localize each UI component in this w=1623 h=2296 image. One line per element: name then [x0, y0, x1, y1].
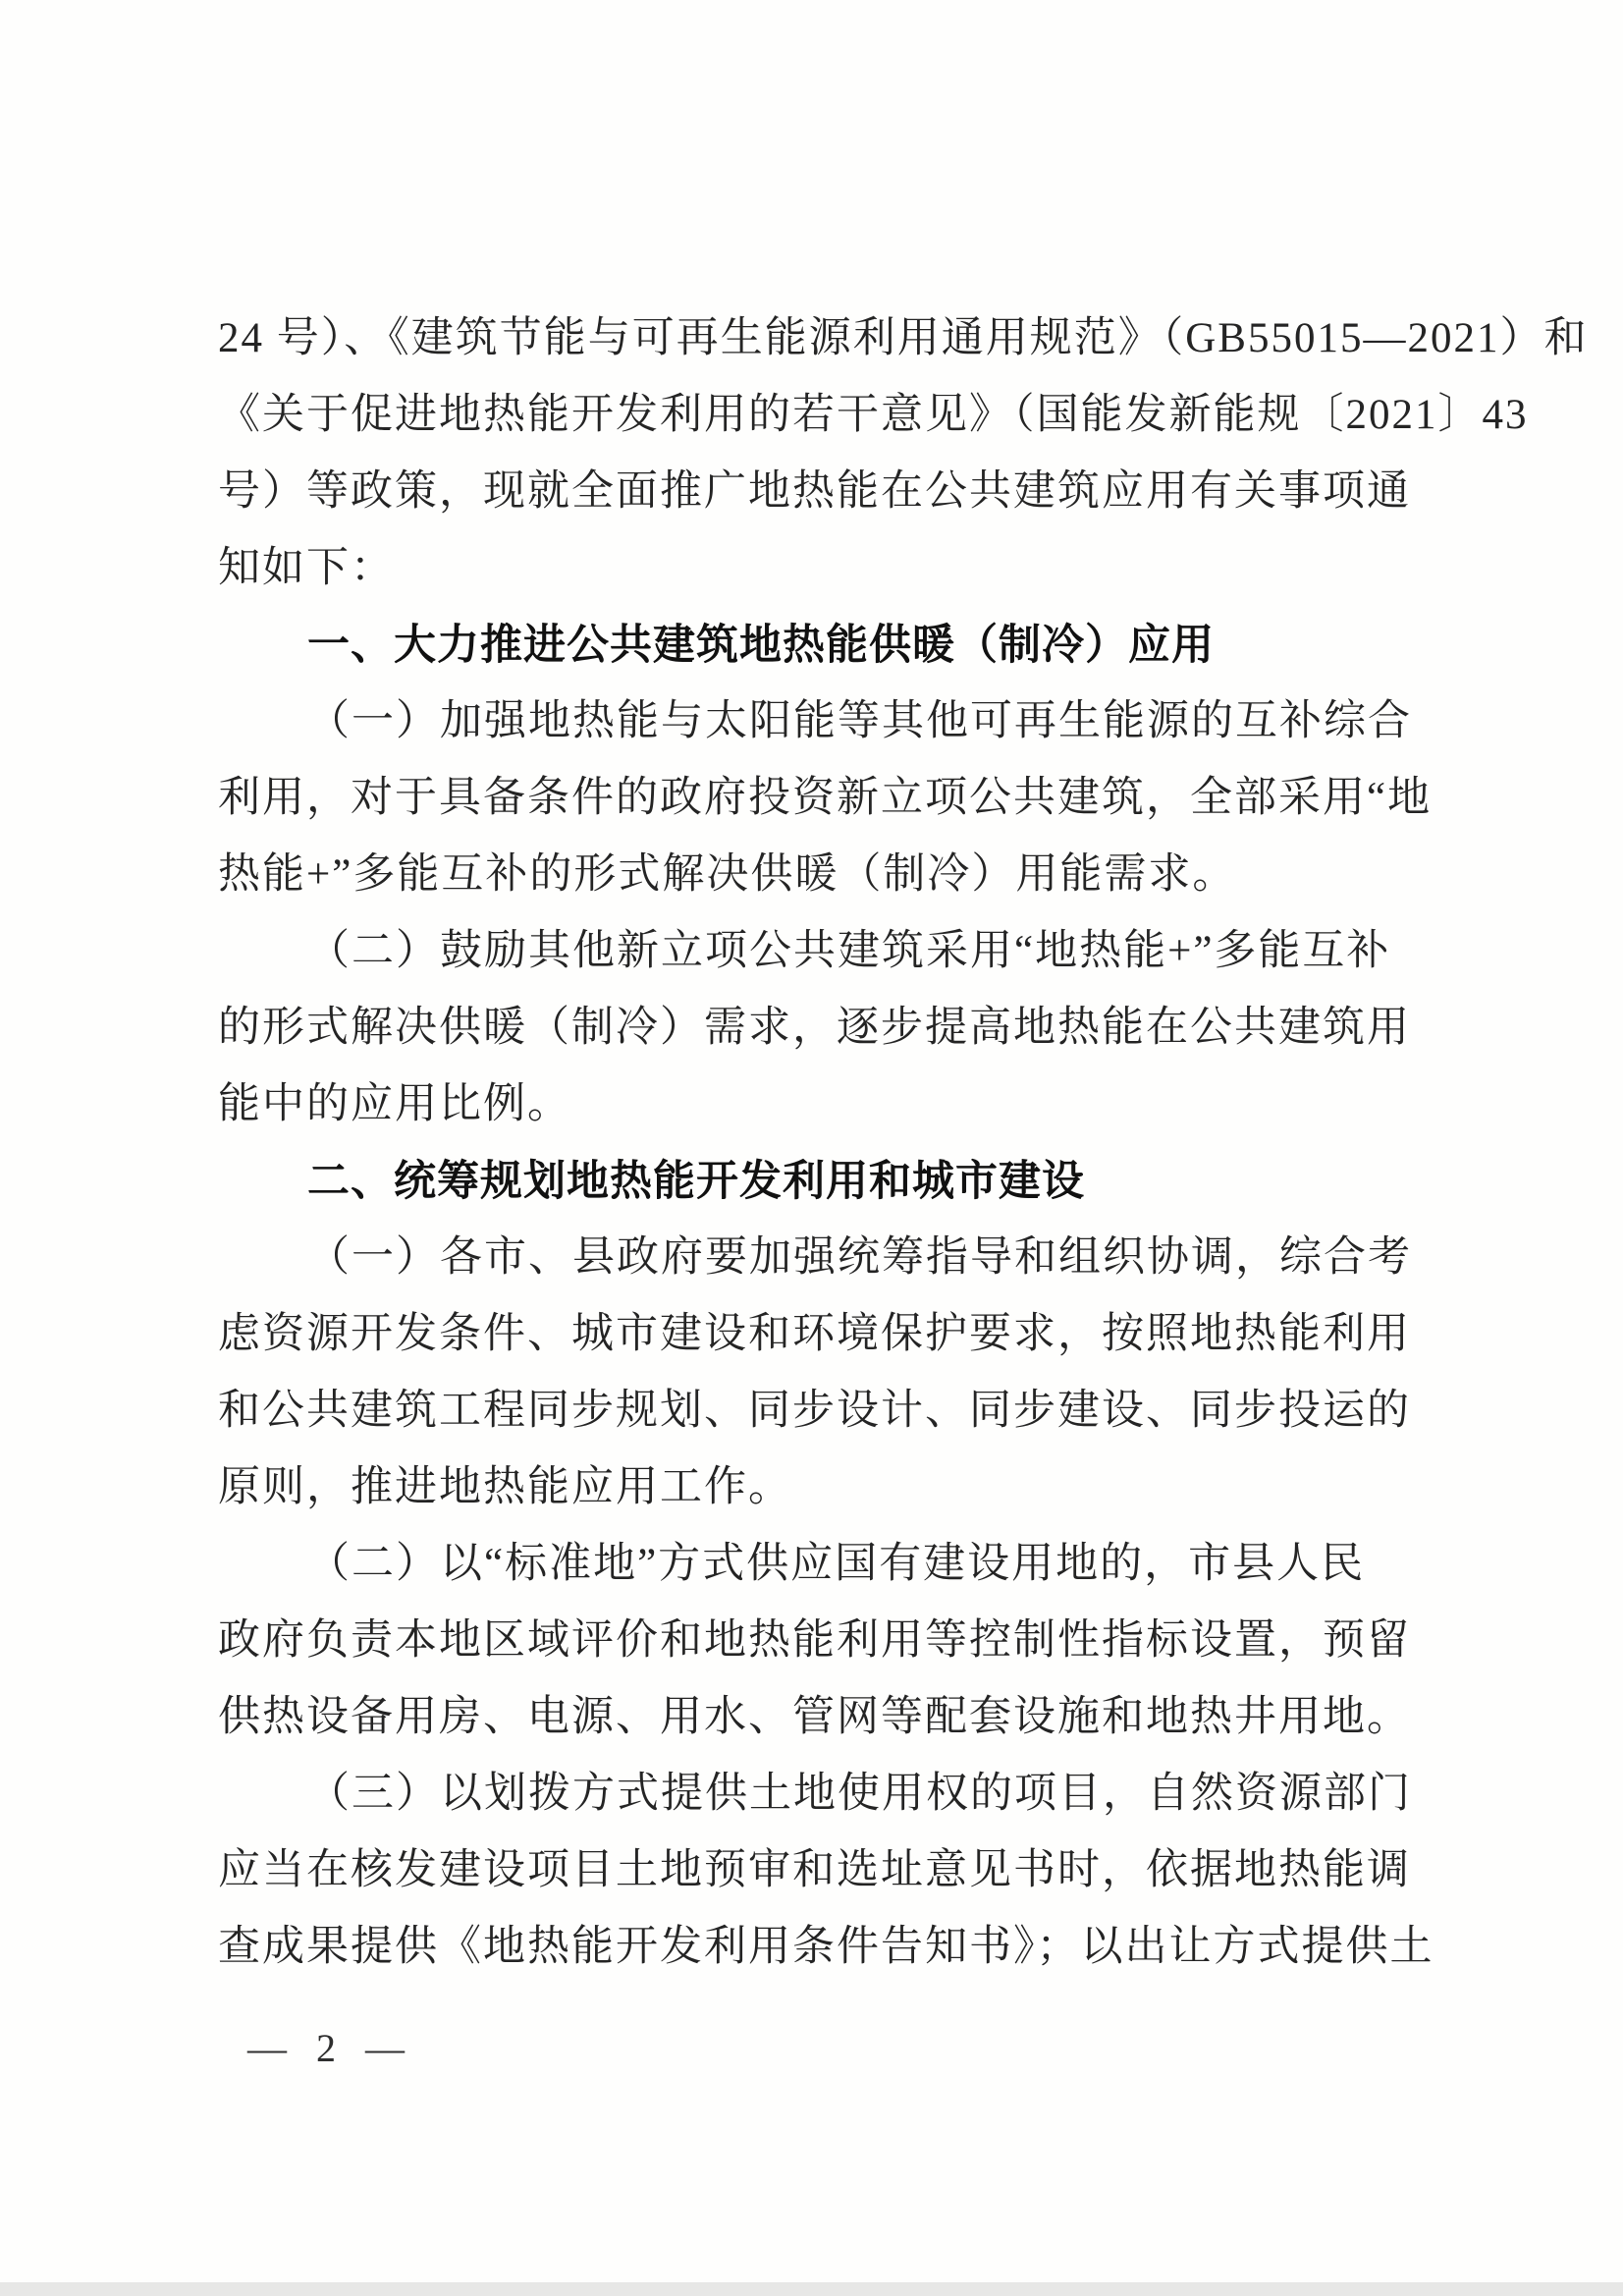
text-line: 能中的应用比例。: [218, 1081, 571, 1127]
text-line: 的形式解决供暖（制冷）需求，逐步提高地热能在公共建筑用: [218, 1005, 1411, 1051]
text-line: （二）鼓励其他新立项公共建筑采用“地热能+”多能互补: [307, 928, 1391, 974]
text-line: 政府负责本地区域评价和地热能利用等控制性指标设置，预留: [218, 1617, 1411, 1664]
page-number: — 2 —: [247, 2026, 414, 2070]
section-heading-1: 一、大力推进公共建筑地热能供暖（制冷）应用: [307, 622, 1215, 669]
text-line: 热能+”多能互补的形式解决供暖（制冷）用能需求。: [218, 851, 1237, 898]
text-line: 知如下：: [218, 545, 395, 591]
document-text: [218, 301, 1589, 1986]
text-line: 号）等政策，现就全面推广地热能在公共建筑应用有关事项通: [218, 468, 1411, 515]
text-line: 《关于促进地热能开发利用的若干意见》（国能发新能规〔2021〕43: [218, 392, 1529, 438]
text-line: （一）加强地热能与太阳能等其他可再生能源的互补综合: [307, 698, 1412, 744]
text-line: 利用，对于具备条件的政府投资新立项公共建筑，全部采用“地: [218, 775, 1433, 821]
section-heading-2: 二、统筹规划地热能开发利用和城市建设: [307, 1158, 1085, 1205]
text-line: 查成果提供《地热能开发利用条件告知书》；以出让方式提供土: [218, 1924, 1434, 1970]
text-line: （二）以“标准地”方式供应国有建设用地的，市县人民: [307, 1541, 1366, 1587]
text-line: 虑资源开发条件、城市建设和环境保护要求，按照地热能利用: [218, 1311, 1411, 1357]
scan-edge-artifact: [0, 2282, 1623, 2296]
text-line: （三）以划拨方式提供土地使用权的项目，自然资源部门: [307, 1771, 1412, 1817]
text-line: 原则，推进地热能应用工作。: [218, 1464, 792, 1510]
text-line: 和公共建筑工程同步规划、同步设计、同步建设、同步投运的: [218, 1388, 1411, 1434]
text-line: 供热设备用房、电源、用水、管网等配套设施和地热井用地。: [218, 1694, 1411, 1740]
text-line: 24 号）、《建筑节能与可再生能源利用通用规范》（GB55015—2021）和: [218, 315, 1589, 361]
text-line: （一）各市、县政府要加强统筹指导和组织协调，综合考: [307, 1234, 1412, 1281]
text-line: 应当在核发建设项目土地预审和选址意见书时，依据地热能调: [218, 1847, 1411, 1893]
